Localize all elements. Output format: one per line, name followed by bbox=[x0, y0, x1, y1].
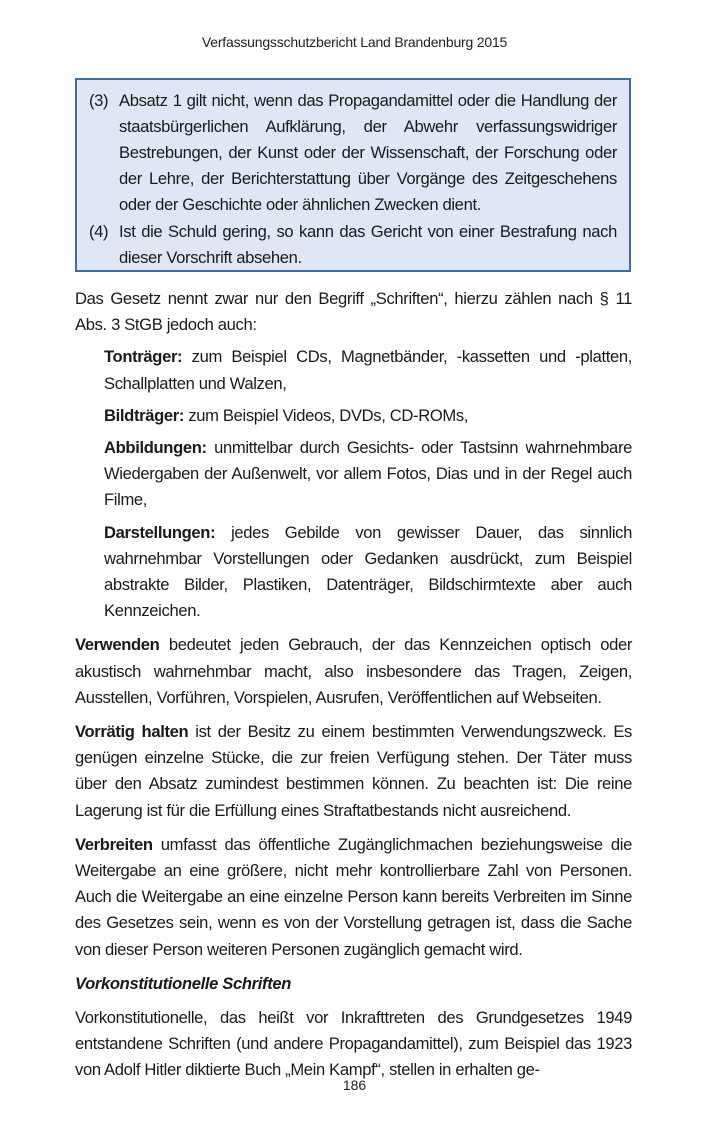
clause-text: Ist die Schuld gering, so kann das Gericht von einer Bestrafung nach dieser Vorschrift absehen. bbox=[119, 222, 617, 267]
intro-paragraph: Das Gesetz nennt zwar nur den Begriff „Schriften“, hierzu zählen nach § 11 Abs. 3 StGB jedoch auch: bbox=[75, 289, 632, 335]
media-type-description: jedes Gebilde von gewisser Dauer, das sinnlich wahrnehmbar Vorstellungen oder Gedanken ausdrückt, zum Beispiel abstrakte Bilder, Plastiken, Datenträger, Bildschirmtexte aber auch Kennzeichen. bbox=[104, 522, 632, 621]
definition-term: Verbreiten bbox=[75, 834, 153, 854]
media-type-list bbox=[75, 344, 632, 624]
legal-clause bbox=[89, 219, 617, 271]
definition-term: Vorrätig halten bbox=[75, 722, 189, 742]
media-type-description: zum Beispiel Videos, DVDs, CD-ROMs, bbox=[184, 405, 469, 425]
definition-paragraph bbox=[75, 719, 632, 824]
clause-text: Absatz 1 gilt nicht, wenn das Propagandamittel oder die Handlung der staatsbürgerlichen Aufklärung, der Abwehr verfassungswidriger Bestrebungen, der Kunst oder der Wissenschaft, der Forschung oder der Lehre, der Berichterstattung über Vorgänge des Zeitgeschehens oder der Geschichte oder ähnlichen Zwecken dient. bbox=[119, 91, 617, 214]
media-type-item bbox=[104, 344, 632, 396]
main-text bbox=[75, 286, 632, 1084]
media-type-description: zum Beispiel CDs, Magnetbänder, -kassetten und -platten, Schallplatten und Walzen, bbox=[104, 347, 632, 393]
clause-number: (3) bbox=[89, 91, 109, 110]
legal-clause bbox=[89, 88, 617, 218]
definition-text: umfasst das öffentliche Zugänglichmachen beziehungsweise die Weitergabe an eine größere, nicht mehr kontrollierbare Zahl von Personen. Auch die Weitergabe an eine einzelne Person kann bereits Verbreiten im Sinne des Gesetzes sein, wenn es von der Vorstellung getragen ist, dass die Sache von dieser Person weiteren Personen zugänglich gemacht wird. bbox=[75, 834, 632, 959]
media-type-term: Tonträger: bbox=[104, 347, 183, 367]
definition-paragraph bbox=[75, 632, 632, 711]
media-type-term: Abbildungen: bbox=[104, 438, 207, 458]
media-type-item bbox=[104, 435, 632, 514]
media-type-term: Darstellungen: bbox=[104, 522, 216, 542]
definition-text: bedeutet jeden Gebrauch, der das Kennzeichen optisch oder akustisch wahrnehmbar macht, also insbesondere das Tragen, Zeigen, Ausstellen, Vorführen, Vorspielen, Ausrufen, Veröffentlichen auf Webseiten. bbox=[75, 635, 632, 707]
media-type-item bbox=[104, 403, 632, 429]
media-type-item bbox=[104, 520, 632, 625]
section-heading: Vorkonstitutionelle Schriften bbox=[75, 973, 292, 993]
clause-number: (4) bbox=[89, 222, 109, 241]
media-type-description: unmittelbar durch Gesichts- oder Tastsinn wahrnehmbare Wiedergaben der Außenwelt, vor allem Fotos, Dias und in der Regel auch Filme, bbox=[104, 438, 632, 510]
legal-quote-box bbox=[75, 78, 631, 272]
running-header: Verfassungsschutzbericht Land Brandenburg 2015 bbox=[201, 34, 508, 50]
definition-paragraph bbox=[75, 832, 632, 963]
page-number: 186 bbox=[342, 1077, 367, 1093]
definition-text: ist der Besitz zu einem bestimmten Verwendungszweck. Es genügen einzelne Stücke, die zur freien Verfügung stehen. Der Täter muss über den Absatz zumindest bestimmen können. Zu beachten ist: Die reine Lagerung ist für die Erfüllung eines Straftatbestands nicht ausreichend. bbox=[75, 722, 632, 820]
definition-term: Verwenden bbox=[75, 635, 160, 655]
section-paragraph: Vorkonstitutionelle, das heißt vor Inkrafttreten des Grundgesetzes 1949 entstandene Schriften (und andere Propagandamittel), zum Beispiel das 1923 von Adolf Hitler diktierte Buch „Mein Kampf“, stellen in erhalten ge- bbox=[75, 1008, 632, 1080]
media-type-term: Bildträger: bbox=[104, 405, 185, 425]
